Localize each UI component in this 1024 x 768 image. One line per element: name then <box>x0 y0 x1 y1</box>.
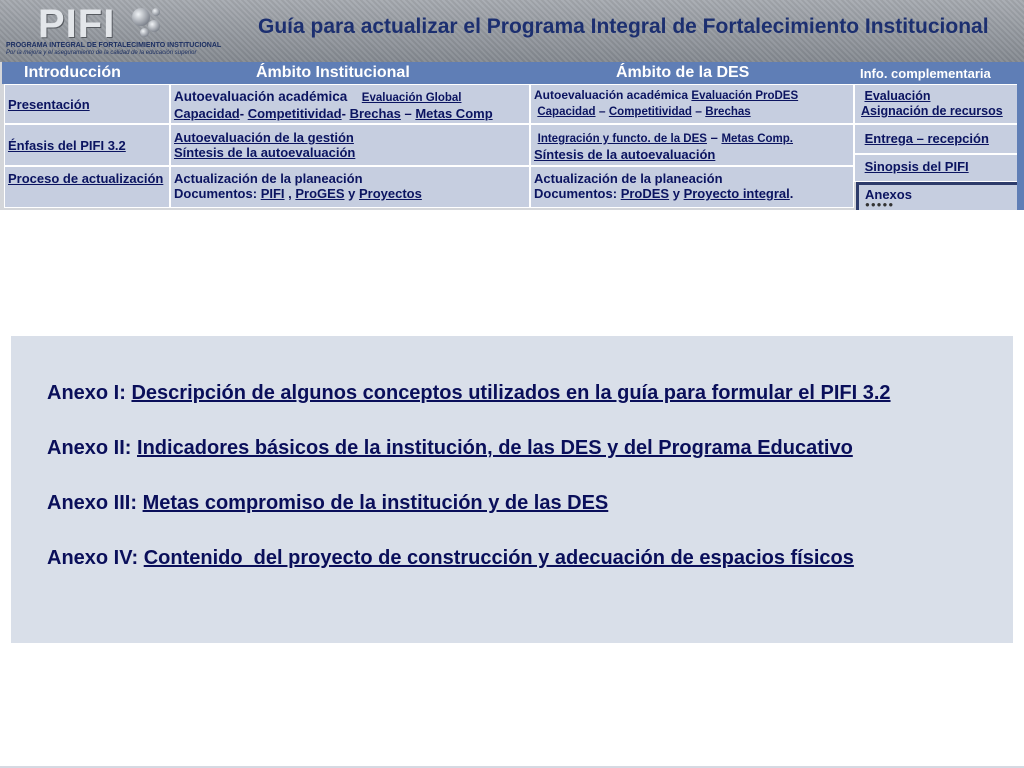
label-des-actualizacion: Actualización de la planeación <box>534 171 723 186</box>
link-autoevaluacion-gestion[interactable]: Autoevaluación de la gestión <box>174 130 354 145</box>
link-proges[interactable]: ProGES <box>295 186 345 201</box>
col-header-ambito-institucional[interactable] <box>170 62 530 84</box>
annex-prefix: Anexo I: <box>47 382 126 404</box>
cell-info-anexos[interactable] <box>856 182 1018 210</box>
label-y: y <box>348 186 356 201</box>
label-actualizacion-planeacion: Actualización de la planeación <box>174 171 363 186</box>
cell-des-planeacion: Actualización de la planeación Documentos: ProDES y Proyecto integral. <box>530 166 854 208</box>
link-competitividad[interactable]: Competitividad <box>247 106 342 121</box>
label-autoevaluacion-academica: Autoevaluación académica <box>174 89 348 104</box>
annex-item <box>47 382 891 405</box>
link-evaluacion-prodes[interactable]: Evaluación ProDES <box>691 90 799 102</box>
cell-presentacion[interactable] <box>4 84 170 124</box>
link-des-brechas[interactable]: Brechas <box>705 106 751 118</box>
link-evaluacion-global[interactable]: Evaluación Global <box>361 92 462 104</box>
label-documentos: Documentos: <box>174 186 258 201</box>
link-asignacion-recursos[interactable]: Asignación de recursos <box>861 104 1003 118</box>
cell-inst-planeacion: Actualización de la planeación Documentos: PIFI , ProGES y Proyectos <box>170 166 530 208</box>
logo-subtitle: PROGRAMA INTEGRAL DE FORTALECIMIENTO INSTITUCIONAL <box>6 42 222 49</box>
col-header-label: Info. complementaria <box>860 65 991 81</box>
link-anexos-active[interactable]: Anexos <box>865 187 912 202</box>
link-entrega-recepcion[interactable]: Entrega – recepción <box>864 131 989 146</box>
page-title: Guía para actualizar el Programa Integral de Fortalecimiento Institucional <box>258 15 989 38</box>
link-capacidad[interactable]: Capacidad <box>174 106 240 121</box>
label-des-y: y <box>672 186 680 201</box>
label-des-autoevaluacion: Autoevaluación académica <box>534 88 689 102</box>
annex-link-2[interactable]: Indicadores básicos de la institución, de las DES y del Programa Educativo <box>137 437 853 459</box>
link-des-sintesis[interactable]: Síntesis de la autoevaluación <box>534 147 716 162</box>
logo-text: PIFI <box>38 2 116 46</box>
cell-info-sinopsis <box>854 154 1018 182</box>
col-header-introduccion[interactable] <box>2 62 170 84</box>
col-header-ambito-des[interactable] <box>530 62 854 84</box>
annex-panel <box>11 336 1013 643</box>
link-proyecto-integral[interactable]: Proyecto integral <box>683 186 790 201</box>
top-banner <box>0 0 1024 62</box>
cell-inst-gestion <box>170 124 530 166</box>
link-integracion-des[interactable]: Integración y functo. de la DES <box>537 133 707 145</box>
col-header-label: Ámbito Institucional <box>256 64 410 81</box>
link-enfasis-pifi[interactable]: Énfasis del PIFI 3.2 <box>8 138 126 153</box>
link-proyectos[interactable]: Proyectos <box>358 186 422 201</box>
link-proceso-actualizacion[interactable]: Proceso de actualización <box>8 171 164 186</box>
annex-link-4[interactable]: Contenido del proyecto de construcción y adecuación de espacios físicos <box>143 547 854 569</box>
col-header-info-complementaria[interactable] <box>854 62 1018 84</box>
pifi-logo <box>4 2 222 58</box>
annex-item <box>47 547 854 570</box>
annex-link-3[interactable]: Metas compromiso de la institución y de las DES <box>142 492 609 514</box>
link-des-competitividad[interactable]: Competitividad <box>608 106 692 118</box>
annex-prefix: Anexo II: <box>47 437 132 459</box>
cell-des-integracion: Integración y functo. de la DES – Metas Comp. Síntesis de la autoevaluación <box>530 124 854 166</box>
col-header-label: Ámbito de la DES <box>616 64 750 81</box>
link-des-metas-comp[interactable]: Metas Comp. <box>721 133 794 145</box>
link-brechas[interactable]: Brechas <box>349 106 401 121</box>
annex-prefix: Anexo III: <box>47 492 138 514</box>
link-prodes[interactable]: ProDES <box>620 186 670 201</box>
label-des-documentos: Documentos: <box>534 186 618 201</box>
annex-link-1[interactable]: Descripción de algunos conceptos utilizados en la guía para formular el PIFI 3.2 <box>131 382 891 404</box>
nav-right-edge <box>1017 62 1024 210</box>
cell-enfasis[interactable] <box>4 124 170 166</box>
cell-info-entrega <box>854 124 1018 154</box>
link-des-capacidad[interactable]: Capacidad <box>537 106 596 118</box>
selection-indicator-icon: ●●●●● <box>865 200 895 209</box>
annex-prefix: Anexo IV: <box>47 547 139 569</box>
link-presentacion[interactable]: Presentación <box>8 97 90 112</box>
link-evaluacion[interactable]: Evaluación <box>864 89 931 103</box>
cell-des-autoevaluacion: Autoevaluación académica Evaluación ProDES Capacidad – Competitividad – Brechas <box>530 84 854 124</box>
link-pifi[interactable]: PIFI <box>260 186 285 201</box>
cell-info-evaluacion <box>854 84 1018 124</box>
col-header-label: Introducción <box>24 64 121 81</box>
link-sintesis-autoevaluacion[interactable]: Síntesis de la autoevaluación <box>174 145 356 160</box>
link-metas-comp[interactable]: Metas Comp <box>415 106 493 121</box>
logo-dots-icon <box>126 4 162 40</box>
cell-proceso[interactable] <box>4 166 170 208</box>
logo-tagline: Por la mejora y el aseguramiento de la calidad de la educación superior <box>6 50 197 56</box>
annex-item <box>47 437 853 460</box>
annex-item <box>47 492 608 515</box>
cell-inst-autoevaluacion: Autoevaluación académica Evaluación Global Capacidad- Competitividad- Brechas – Metas Comp <box>170 84 530 124</box>
link-sinopsis-pifi[interactable]: Sinopsis del PIFI <box>864 159 969 174</box>
